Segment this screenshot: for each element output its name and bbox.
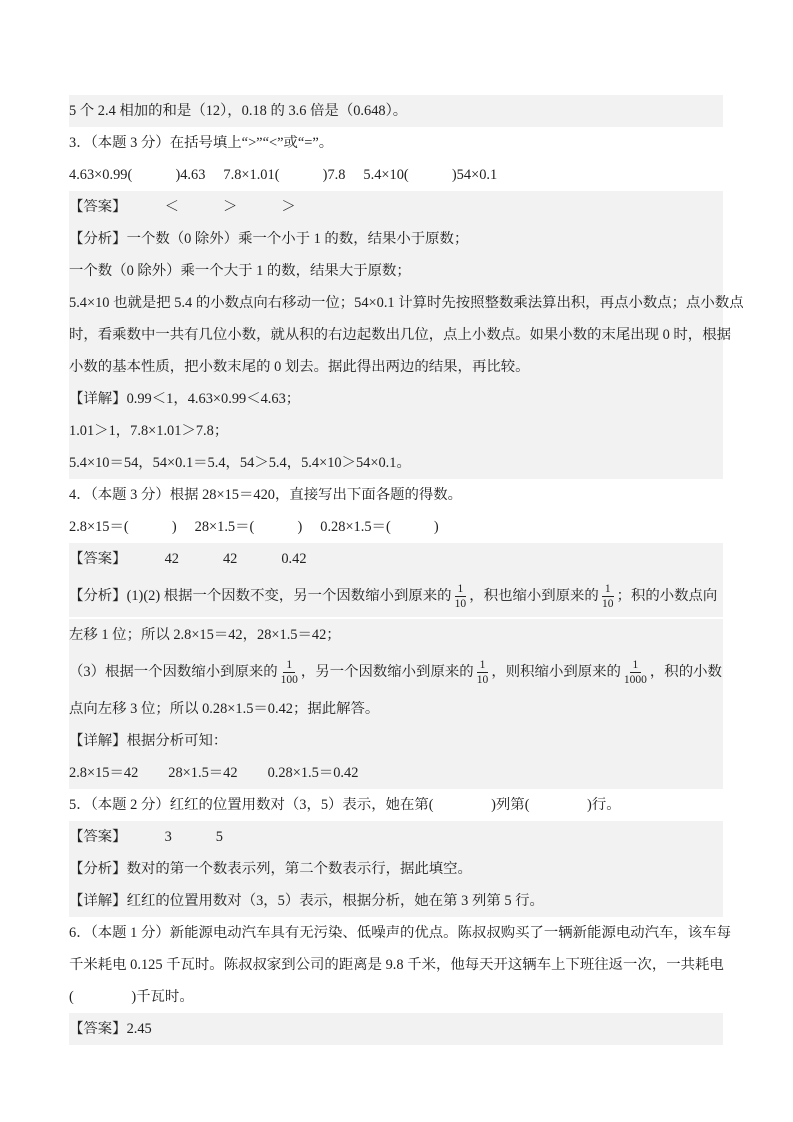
q4-analysis-3-text-1: （3）根据一个因数缩小到原来的: [69, 664, 278, 680]
q5-answer-1: 3: [164, 829, 172, 845]
question-4-items: 2.8×15＝( ) 28×1.5＝( ) 0.28×1.5＝( ): [69, 519, 439, 535]
answer-label: 【答案】: [69, 199, 127, 215]
q2-answer-tail-block: [69, 95, 723, 127]
q4-answer-1: 42: [164, 551, 179, 567]
question-3-answer-block: [69, 191, 744, 479]
q5-answer-2: 5: [215, 829, 223, 845]
q4-analysis-3-text-2: ，另一个因数缩小到原来的: [300, 664, 474, 680]
fraction-1-1000: $\frac{1}{1000}$: [623, 658, 647, 687]
q4-answer-2: 42: [222, 551, 238, 567]
q3-answer-3: ＞: [281, 199, 296, 215]
question-5-stem: 5．（本题 2 分）红红的位置用数对（3，5）表示，她在第( )列第( )行。: [69, 797, 621, 813]
question-4-stem: 4．（本题 3 分）根据 28×15＝420，直接写出下面各题的得数。: [69, 487, 463, 503]
question-6-stem-line-3: ( )千瓦时。: [69, 989, 194, 1005]
answer-label: 【答案】: [69, 551, 127, 567]
question-3-items: 4.63×0.99( )4.63 7.8×1.01( )7.8 5.4×10( )54×0.1: [69, 167, 498, 183]
q3-answer-row: [69, 191, 723, 223]
q3-analysis-line-1: 【分析】一个数（0 除外）乘一个小于 1 的数，结果小于原数；: [69, 231, 469, 247]
q4-analysis-line-4: 点向左移 3 位；所以 0.28×1.5＝0.42；据此解答。: [69, 701, 380, 717]
q3-detail-line-1: 【详解】0.99＜1，4.63×0.99＜4.63；: [69, 391, 301, 407]
fraction-1-10: $\frac{1}{10}$: [601, 582, 614, 611]
q4-analysis-1-text-3: ；积的小数点向: [616, 588, 718, 604]
q4-analysis-line-3: [69, 651, 723, 693]
q3-analysis-line-5: 小数的基本性质，把小数末尾的 0 划去。据此得出两边的结果，再比较。: [69, 359, 530, 375]
question-4-answer-block: [69, 543, 723, 789]
question-6-stem-line-2: 千米耗电 0.125 千瓦时。陈叔叔家到公司的距离是 9.8 千米，他每天开这辆车上下班往返一次，一共耗电: [69, 957, 724, 973]
q3-analysis-line-4: 时，看乘数中一共有几位小数，就从积的右边起数出几位，点上小数点。如果小数的末尾出现 0 时，根据: [69, 327, 731, 343]
q3-analysis-line-3: 5.4×10 也就是把 5.4 的小数点向右移动一位；54×0.1 计算时先按照整数乘法算出积，再点小数点；点小数点: [69, 295, 744, 311]
question-5-answer-block: [69, 821, 723, 917]
q4-answer-3: 0.42: [281, 551, 307, 567]
q4-analysis-3-text-4: ，积的小数: [649, 664, 722, 680]
question-6-stem-line-1: 6．（本题 1 分）新能源电动汽车具有无污染、低噪声的优点。陈叔叔购买了一辆新能源电动汽车，该车每: [69, 925, 731, 941]
q4-analysis-line-1: [69, 575, 723, 617]
q4-analysis-1-text-2: ，积也缩小到原来的: [469, 588, 599, 604]
q4-detail-equations: [69, 757, 723, 789]
q3-detail-line-2: 1.01＞1，7.8×1.01＞7.8；: [69, 423, 229, 439]
question-6-answer-block: [69, 1013, 723, 1045]
q5-analysis: 【分析】数对的第一个数表示列，第二个数表示行，据此填空。: [69, 861, 472, 877]
question-3-stem: 3．（本题 3 分）在括号填上“>”“<”或“=”。: [69, 135, 334, 151]
q4-answer-row: [69, 543, 723, 575]
q4-detail-label: 【详解】根据分析可知：: [69, 733, 228, 749]
q3-answer-1: ＜: [164, 199, 179, 215]
q3-analysis-line-2: 一个数（0 除外）乘一个大于 1 的数，结果大于原数；: [69, 263, 411, 279]
q4-detail-eq-2: 28×1.5＝42: [168, 765, 238, 781]
q6-answer-line: 【答案】2.45: [69, 1021, 152, 1037]
fraction-1-10: $\frac{1}{10}$: [476, 658, 489, 687]
answer-label: 【答案】: [69, 829, 127, 845]
q2-answer-tail-line: 5 个 2.4 相加的和是（12），0.18 的 3.6 倍是（0.648）。: [69, 103, 408, 119]
worksheet-content: [69, 95, 744, 1045]
q4-detail-eq-1: 2.8×15＝42: [69, 765, 139, 781]
q4-analysis-line-2: 左移 1 位；所以 2.8×15＝42，28×1.5＝42；: [69, 627, 341, 643]
fraction-1-100: $\frac{1}{100}$: [280, 658, 298, 687]
q4-analysis-3-text-3: ，则积缩小到原来的: [491, 664, 621, 680]
fraction-1-10: $\frac{1}{10}$: [454, 582, 467, 611]
q3-detail-line-3: 5.4×10＝54，54×0.1＝5.4，54＞5.4，5.4×10＞54×0.1。: [69, 455, 411, 471]
q4-detail-eq-3: 0.28×1.5＝0.42: [267, 765, 359, 781]
q5-answer-row: [69, 821, 723, 853]
q5-detail: 【详解】红红的位置用数对（3，5）表示，根据分析，她在第 3 列第 5 行。: [69, 893, 544, 909]
q3-answer-2: ＞: [222, 199, 238, 215]
q4-analysis-1-text-1: 【分析】(1)(2) 根据一个因数不变，另一个因数缩小到原来的: [69, 588, 452, 604]
